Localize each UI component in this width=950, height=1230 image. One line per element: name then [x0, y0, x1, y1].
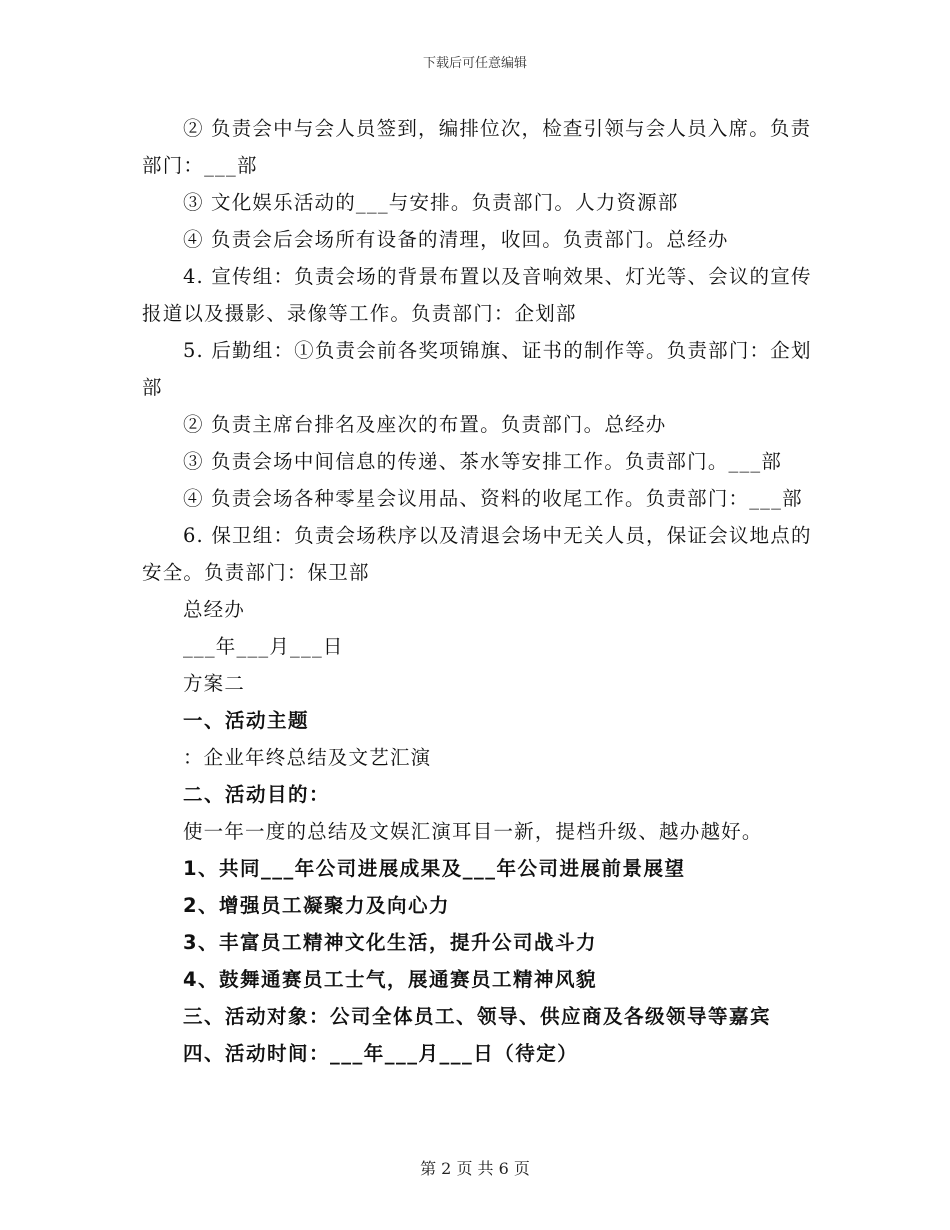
section-activity-theme: 一、活动主题 [182, 709, 309, 732]
page-number: 第 2 页 共 6 页 [420, 1159, 530, 1178]
signature-office: 总经办 [182, 598, 246, 621]
section-activity-purpose: 二、活动目的： [182, 783, 330, 806]
paragraph-entertainment: ③ 文化娱乐活动的___与安排。负责部门。人力资源部 [182, 191, 679, 214]
paragraph-tea-service: ③ 负责会场中间信息的传递、茶水等安排工作。负责部门。___部 [182, 450, 783, 473]
section-activity-time: 四、活动时间：___年___月___日（待定） [182, 1042, 579, 1065]
paragraph-logistics-group: 5. 后勤组：①负责会前各奖项锦旗、证书的制作等。负责部门：企划部 [142, 339, 812, 399]
header-note: 下载后可任意编辑 [422, 56, 527, 71]
paragraph-signin: ② 负责会中与会人员签到，编排位次，检查引领与会人员入席。负责部门：___部 [142, 117, 812, 177]
purpose-item-1: 1、共同___年公司进展成果及___年公司进展前景展望 [182, 857, 686, 880]
document-body [142, 110, 814, 1072]
paragraph-seating: ② 负责主席台排名及座次的布置。负责部门。总经办 [182, 413, 667, 436]
purpose-item-3: 3、丰富员工精神文化生活，提升公司战斗力 [182, 931, 598, 954]
activity-purpose-text: 使一年一度的总结及文娱汇演耳目一新，提档升级、越办越好。 [182, 820, 763, 843]
activity-theme-text: ：企业年终总结及文艺汇演 [182, 746, 432, 769]
paragraph-cleanup: ④ 负责会后会场所有设备的清理，收回。负责部门。总经办 [182, 228, 729, 251]
plan-two-title: 方案二 [182, 672, 246, 695]
purpose-item-4: 4、鼓舞通赛员工士气，展通赛员工精神风貌 [182, 968, 598, 991]
section-activity-audience: 三、活动对象：公司全体员工、领导、供应商及各级领导等嘉宾 [182, 1005, 771, 1028]
paragraph-publicity-group: 4. 宣传组：负责会场的背景布置以及音响效果、灯光等、会议的宣传报道以及摄影、录像等工作。负责部门：企划部 [142, 265, 812, 325]
purpose-item-2: 2、增强员工凝聚力及向心力 [182, 894, 451, 917]
signature-date: ___年___月___日 [182, 635, 344, 658]
paragraph-supplies: ④ 负责会场各种零星会议用品、资料的收尾工作。负责部门：___部 [182, 487, 803, 510]
paragraph-security-group: 6. 保卫组：负责会场秩序以及清退会场中无关人员，保证会议地点的安全。负责部门：保卫部 [142, 524, 812, 584]
